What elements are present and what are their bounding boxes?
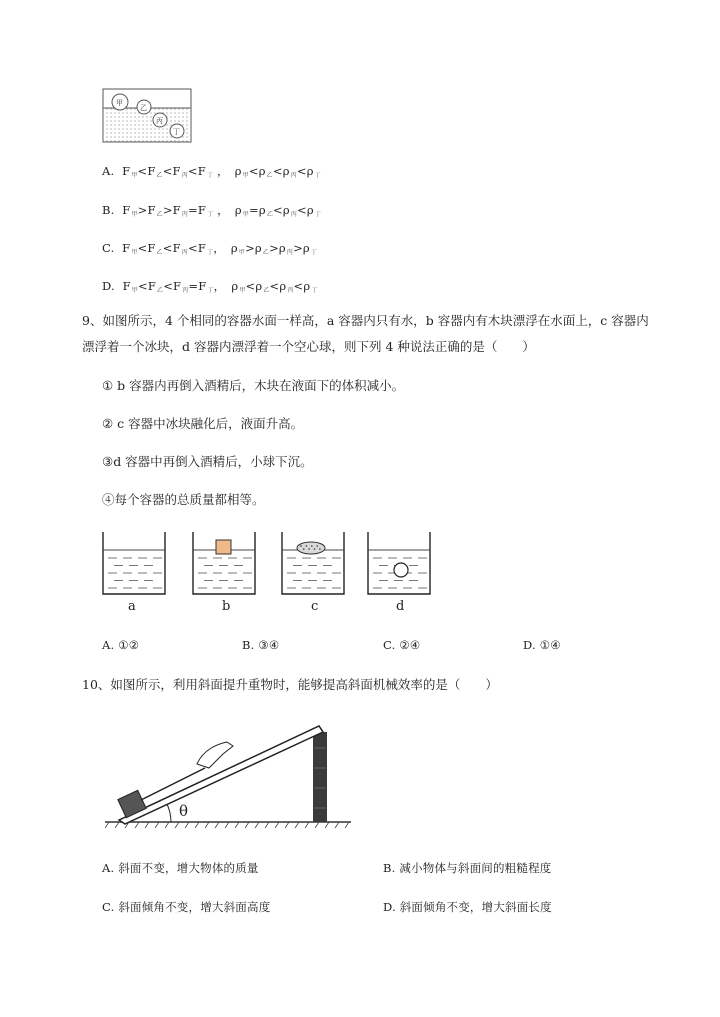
- force-relation: $F_甲<F_乙<F_丙<F_丁$，: [122, 241, 225, 256]
- q9-containers-figure: [98, 528, 448, 616]
- container-label-a: a: [128, 599, 136, 614]
- ice-texture-dot: [308, 548, 310, 550]
- container-label-d: d: [396, 599, 405, 614]
- ice-texture-dot: [306, 545, 308, 547]
- option-letter: D.: [102, 279, 115, 293]
- option-letter: B.: [102, 203, 115, 217]
- q9-option-a[interactable]: A. ①②: [102, 638, 140, 652]
- q9-statement-3: ③d 容器中再倒入酒精后，小球下沉。: [102, 454, 313, 469]
- ice-texture-dot: [316, 545, 318, 547]
- q8-option-c[interactable]: [102, 240, 317, 256]
- force-relation: $F_甲>F_乙>F_丙=F_丁$ ，: [122, 203, 229, 218]
- density-relation: $\rho_甲<\rho_乙<\rho_丙<\rho_丁$: [234, 164, 321, 179]
- q9-option-d[interactable]: D. ①④: [523, 638, 561, 652]
- force-relation: $F_甲<F_乙<F_丙<F_丁$ ，: [122, 164, 229, 179]
- q8-option-a[interactable]: [102, 163, 321, 179]
- q10-option-b[interactable]: B. 减小物体与斜面间的粗糙程度: [383, 861, 552, 875]
- container-label-c: c: [311, 599, 319, 614]
- q8-floating-objects-figure: [102, 88, 192, 143]
- ice-texture-dot: [311, 545, 313, 547]
- force-relation: $F_甲<F_乙<F_丙=F_丁$，: [122, 279, 226, 294]
- ice-block: [297, 542, 325, 554]
- q10-incline-figure: [105, 718, 355, 834]
- container-c: [282, 532, 344, 594]
- q10-option-d[interactable]: D. 斜面倾角不变，增大斜面长度: [383, 900, 552, 914]
- label-jia: 甲: [116, 99, 123, 107]
- q9-statement-2: ② c 容器中冰块融化后，液面升高。: [102, 416, 304, 431]
- q9-question-line1: 9、如图所示，4 个相同的容器水面一样高，a 容器内只有水，b 容器内有木块漂浮在水面上，c 容器内: [82, 313, 649, 328]
- ice-texture-dot: [314, 548, 316, 550]
- q10-option-a[interactable]: A. 斜面不变，增大物体的质量: [102, 861, 259, 875]
- q9-question-line2: 漂浮着一个冰块，d 容器内漂浮着一个空心球，则下列 4 种说法正确的是（ ）: [82, 339, 535, 354]
- q8-option-b[interactable]: [102, 202, 321, 218]
- angle-theta: θ: [179, 802, 189, 820]
- hollow-ball: [394, 563, 408, 577]
- label-yi: 乙: [140, 104, 147, 112]
- q10-question: 10、如图所示，利用斜面提升重物时，能够提高斜面机械效率的是（ ）: [82, 677, 498, 692]
- container-label-b: b: [222, 599, 231, 614]
- density-relation: $\rho_甲<\rho_乙<\rho_丙<\rho_丁$: [231, 279, 318, 294]
- q8-option-d[interactable]: [102, 278, 318, 294]
- q9-statement-1: ① b 容器内再倒入酒精后，木块在液面下的体积减小。: [102, 378, 405, 393]
- density-relation: $\rho_甲>\rho_乙>\rho_丙>\rho_丁$: [230, 241, 318, 256]
- q9-option-c[interactable]: C. ②④: [383, 638, 421, 652]
- ice-texture-dot: [300, 545, 302, 547]
- option-letter: A.: [102, 164, 115, 178]
- option-letter: C.: [102, 241, 115, 255]
- q9-option-b[interactable]: B. ③④: [242, 638, 280, 652]
- ice-texture-dot: [303, 548, 305, 550]
- ice-texture-dot: [319, 548, 321, 550]
- label-bing: 丙: [156, 117, 163, 125]
- q10-option-c[interactable]: C. 斜面倾角不变，增大斜面高度: [102, 900, 271, 914]
- label-ding: 丁: [173, 128, 180, 136]
- container-a: [103, 532, 165, 594]
- wood-block: [216, 540, 231, 554]
- density-relation: $\rho_甲=\rho_乙<\rho_丙<\rho_丁$: [234, 203, 322, 218]
- q9-statement-4: ④每个容器的总质量都相等。: [102, 492, 265, 507]
